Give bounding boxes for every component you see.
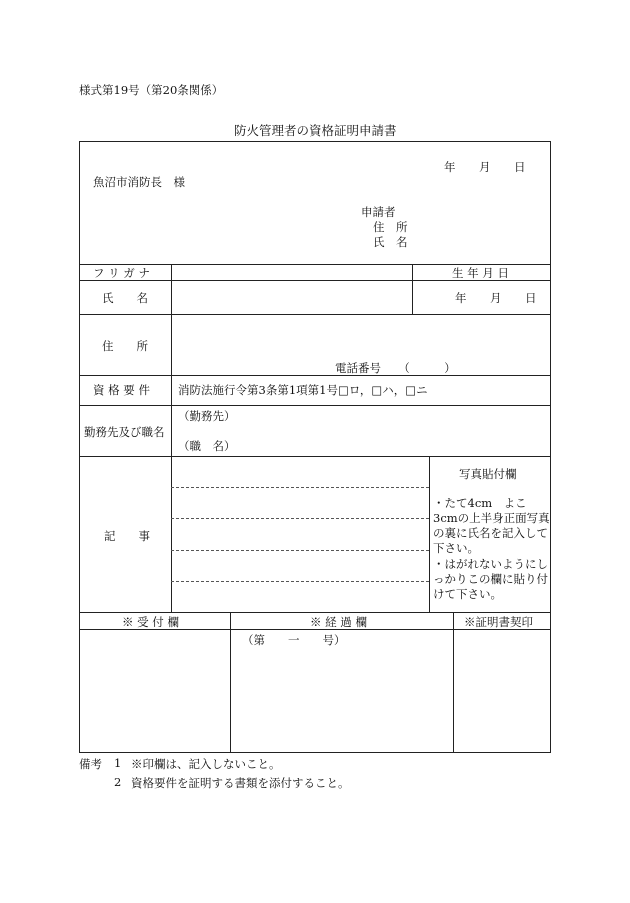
remarks-line: [171, 487, 429, 488]
qualification-label: 資 格 要 件: [93, 383, 150, 397]
note-2: 資格要件を証明する書類を添付すること。: [131, 776, 350, 790]
remarks-line: [171, 550, 429, 551]
birth-year-label: 年: [455, 291, 467, 305]
photo-area-title: 写真貼付欄: [459, 467, 517, 481]
furigana-label: フ リ ガ ナ: [93, 266, 150, 280]
qualification-options: 消防法施行令第3条第1項第1号□ロ，□ハ，□ニ: [178, 383, 428, 397]
applicant-name-label: 氏 名: [373, 235, 408, 249]
remarks-line: [171, 518, 429, 519]
birth-month-label: 月: [490, 291, 502, 305]
rule: [79, 612, 551, 613]
address-label: 住 所: [102, 339, 148, 353]
rule: [230, 612, 231, 753]
rule: [412, 264, 413, 314]
note-2-number: 2: [114, 775, 122, 789]
progress-number: （第 一 号）: [242, 633, 346, 647]
notes-label: 備考: [79, 757, 102, 771]
date-year-label: 年: [444, 160, 456, 174]
applicant-label: 申請者: [361, 205, 396, 219]
date-month-label: 月: [479, 160, 491, 174]
photo-instruction-2: ・はがれないようにしっかりこの欄に貼り付けて下さい。: [433, 557, 548, 601]
rule: [79, 456, 551, 457]
note-1: ※印欄は、記入しないこと。: [131, 757, 281, 771]
application-form-table: [79, 141, 551, 753]
reception-header: ※ 受 付 欄: [122, 615, 179, 629]
date-day-label: 日: [514, 160, 526, 174]
note-1-number: 1: [114, 756, 122, 770]
rule: [79, 405, 551, 406]
workplace-label: 勤務先及び職名: [84, 425, 165, 439]
applicant-address-label: 住 所: [373, 220, 408, 234]
phone-label: 電話番号 （ ）: [335, 361, 456, 375]
employer-label: （勤務先）: [178, 409, 236, 423]
birthdate-header: 生 年 月 日: [452, 266, 509, 280]
certificate-seal-header: ※証明書契印: [464, 615, 533, 629]
progress-header: ※ 経 過 欄: [310, 615, 367, 629]
photo-instruction-1: ・たて4cm よこ3cmの上半身正面写真の裏に氏名を記入して下さい。: [433, 496, 550, 555]
birth-day-label: 日: [525, 291, 537, 305]
remarks-label: 記 事: [104, 529, 150, 543]
name-label: 氏 名: [102, 291, 148, 305]
job-title-label: （職 名）: [178, 439, 236, 453]
rule: [79, 375, 551, 376]
addressee: 魚沼市消防長 様: [93, 175, 185, 189]
remarks-line: [171, 581, 429, 582]
rule: [429, 456, 430, 612]
rule: [453, 612, 454, 753]
rule: [79, 314, 551, 315]
page-title: 防火管理者の資格証明申請書: [234, 123, 397, 138]
form-number: 様式第19号（第20条関係）: [79, 83, 224, 97]
rule: [171, 264, 172, 612]
